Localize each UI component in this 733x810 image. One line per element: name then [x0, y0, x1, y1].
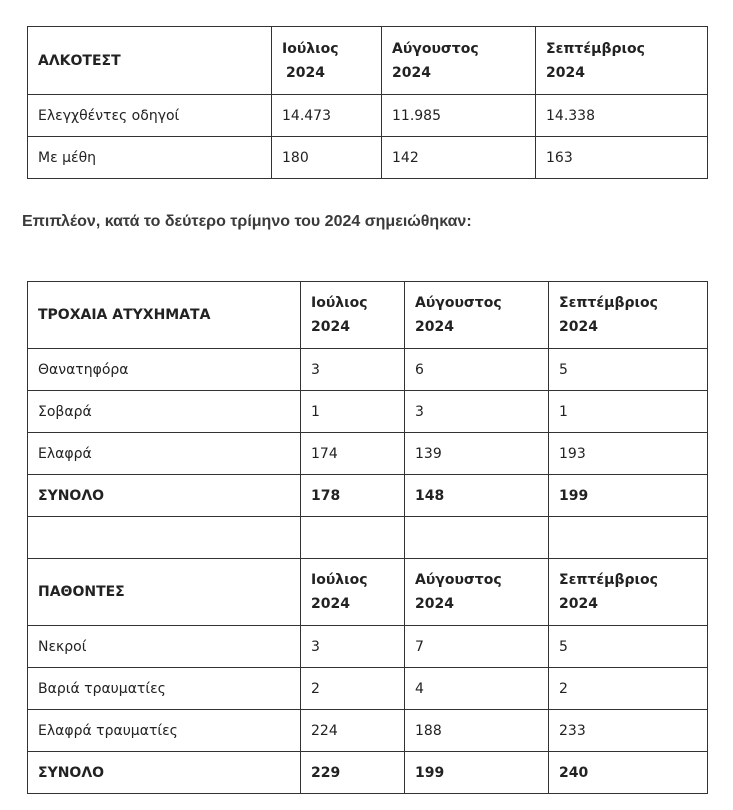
cell-value: 139: [405, 433, 549, 475]
month-name: Αύγουστος: [392, 40, 479, 57]
cell-value: 6: [405, 349, 549, 391]
total-value: 199: [549, 475, 708, 517]
row-label: Βαριά τραυματίες: [28, 668, 301, 710]
empty-cell: [28, 517, 301, 559]
total-value: 240: [549, 752, 708, 794]
cell-value: 193: [549, 433, 708, 475]
row-label: Σοβαρά: [28, 391, 301, 433]
table-row: [28, 349, 708, 391]
month-name: Σεπτέμβριος: [559, 295, 658, 311]
month-header-july: [301, 559, 405, 626]
cell-value: 11.985: [382, 95, 536, 137]
empty-cell: [549, 517, 708, 559]
cell-value: 224: [301, 710, 405, 752]
row-label: Ελαφρά: [28, 433, 301, 475]
month-year: 2024: [311, 319, 350, 335]
total-label: ΣΥΝΟΛΟ: [28, 752, 301, 794]
table-header-row: [28, 27, 708, 95]
cell-value: 2: [549, 668, 708, 710]
cell-value: 174: [301, 433, 405, 475]
cell-value: 3: [301, 349, 405, 391]
total-row: [28, 752, 708, 794]
intro-paragraph: Επιπλέον, κατά το δεύτερο τρίμηνο του 2024 σημειώθηκαν:: [22, 213, 472, 230]
month-name: Ιούλιος: [311, 295, 368, 311]
month-header-august: [382, 27, 536, 95]
month-year: 2024: [392, 64, 431, 81]
cell-value: 14.338: [536, 95, 708, 137]
cell-value: 5: [549, 349, 708, 391]
month-year: 2024: [559, 596, 598, 612]
cell-value: 1: [301, 391, 405, 433]
table-header-label: ΤΡΟΧΑΙΑ ΑΤΥΧΗΜΑΤΑ: [28, 282, 301, 349]
table-header-label: ΑΛΚΟΤΕΣΤ: [28, 27, 272, 95]
alcotest-table: [27, 26, 708, 179]
cell-value: 233: [549, 710, 708, 752]
total-value: 178: [301, 475, 405, 517]
spacer-row: [28, 517, 708, 559]
month-year: 2024: [286, 64, 325, 81]
empty-cell: [301, 517, 405, 559]
month-header-july: [301, 282, 405, 349]
total-value: 199: [405, 752, 549, 794]
cell-value: 163: [536, 137, 708, 179]
cell-value: 142: [382, 137, 536, 179]
table-row: [28, 137, 708, 179]
month-name: Αύγουστος: [415, 572, 502, 588]
table-row: [28, 391, 708, 433]
month-name: Ιούλιος: [311, 572, 368, 588]
total-label: ΣΥΝΟΛΟ: [28, 475, 301, 517]
table-header-label: ΠΑΘΟΝΤΕΣ: [28, 559, 301, 626]
cell-value: 4: [405, 668, 549, 710]
row-label: Ελαφρά τραυματίες: [28, 710, 301, 752]
month-header-september: [549, 559, 708, 626]
row-label: Ελεγχθέντες οδηγοί: [28, 95, 272, 137]
cell-value: 7: [405, 626, 549, 668]
table-header-row: [28, 559, 708, 626]
cell-value: 180: [272, 137, 382, 179]
cell-value: 3: [405, 391, 549, 433]
month-header-september: [549, 282, 708, 349]
accidents-table: [27, 281, 708, 794]
total-value: 229: [301, 752, 405, 794]
month-name: Σεπτέμβριος: [559, 572, 658, 588]
month-year: 2024: [546, 64, 585, 81]
table-row: [28, 668, 708, 710]
table-row: [28, 95, 708, 137]
cell-value: 5: [549, 626, 708, 668]
month-name: Αύγουστος: [415, 295, 502, 311]
empty-cell: [405, 517, 549, 559]
table-row: [28, 626, 708, 668]
month-header-july: [272, 27, 382, 95]
row-label: Με μέθη: [28, 137, 272, 179]
month-year: 2024: [415, 596, 454, 612]
table-row: [28, 433, 708, 475]
table-header-row: [28, 282, 708, 349]
total-row: [28, 475, 708, 517]
cell-value: 3: [301, 626, 405, 668]
month-header-september: [536, 27, 708, 95]
total-value: 148: [405, 475, 549, 517]
month-header-august: [405, 559, 549, 626]
month-year: 2024: [415, 319, 454, 335]
month-header-august: [405, 282, 549, 349]
cell-value: 2: [301, 668, 405, 710]
cell-value: 188: [405, 710, 549, 752]
cell-value: 1: [549, 391, 708, 433]
month-year: 2024: [311, 596, 350, 612]
month-name: Ιούλιος: [282, 40, 339, 57]
row-label: Νεκροί: [28, 626, 301, 668]
month-year: 2024: [559, 319, 598, 335]
row-label: Θανατηφόρα: [28, 349, 301, 391]
table-row: [28, 710, 708, 752]
month-name: Σεπτέμβριος: [546, 40, 645, 57]
cell-value: 14.473: [272, 95, 382, 137]
